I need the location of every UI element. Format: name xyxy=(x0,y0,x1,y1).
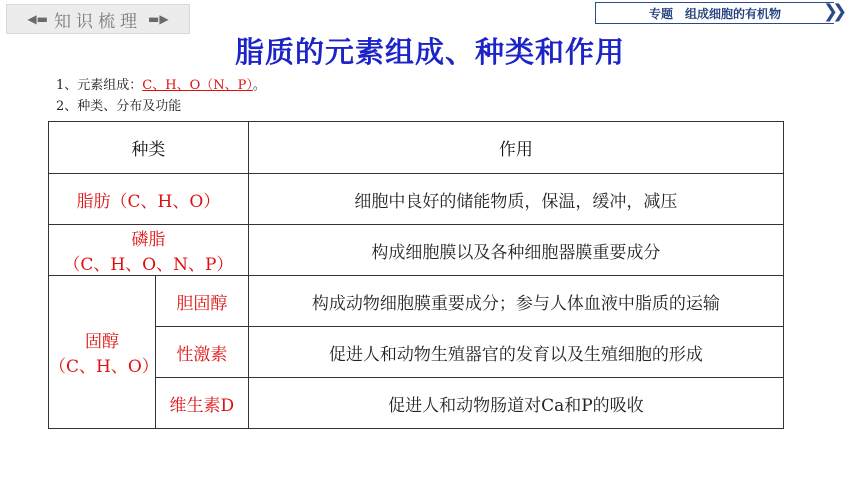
sterol-type xyxy=(49,276,159,429)
phospholipid-name: 磷脂 xyxy=(131,230,166,250)
cholesterol-function: 构成动物细胞膜重要成分；参与人体血液中脂质的运输 xyxy=(248,276,783,327)
topic-banner xyxy=(595,2,834,24)
phospholipid-function: 构成细胞膜以及各种细胞器膜重要成分 xyxy=(248,225,783,276)
table-row xyxy=(49,276,784,327)
types-line: 2、种类、分布及功能 xyxy=(56,99,182,114)
table-header-row xyxy=(49,122,784,174)
table-row xyxy=(49,174,784,225)
vitamin-d-function: 促进人和动物肠道对Ca和P的吸收 xyxy=(248,378,783,429)
lipid-table xyxy=(48,121,784,429)
left-arrow-icon: ◀▬ xyxy=(27,12,48,26)
header-function: 作用 xyxy=(248,122,783,174)
table-row xyxy=(49,378,784,429)
sterol-elements: （C、H、O） xyxy=(49,357,159,377)
header-type: 种类 xyxy=(49,122,249,174)
table-row xyxy=(49,225,784,276)
double-chevron-icon: ❯❯ xyxy=(823,1,842,22)
right-arrow-icon: ▬▶ xyxy=(148,12,169,26)
topic-label: 专题 组成细胞的有机物 xyxy=(648,6,781,21)
composition-suffix: 。 xyxy=(252,78,266,93)
fat-type: 脂肪（C、H、O） xyxy=(49,174,249,225)
composition-prefix: 1、元素组成： xyxy=(56,78,143,93)
fat-function: 细胞中良好的储能物质，保温，缓冲，减压 xyxy=(248,174,783,225)
sterol-name: 固醇 xyxy=(84,332,119,352)
composition-answer: C、H、O（N、P） xyxy=(142,78,253,93)
phospholipid-elements: （C、H、O、N、P） xyxy=(63,255,234,275)
sex-hormone-function: 促进人和动物生殖器官的发育以及生殖细胞的形成 xyxy=(248,327,783,378)
page-title: 脂质的元素组成、种类和作用 xyxy=(234,35,625,69)
phospholipid-type xyxy=(49,225,249,276)
sex-hormone-name: 性激素 xyxy=(155,327,248,378)
cholesterol-name: 胆固醇 xyxy=(155,276,248,327)
section-badge-label: 知识梳理 xyxy=(54,11,142,32)
vitamin-d-name: 维生素D xyxy=(155,378,248,429)
element-composition-line xyxy=(56,74,266,93)
